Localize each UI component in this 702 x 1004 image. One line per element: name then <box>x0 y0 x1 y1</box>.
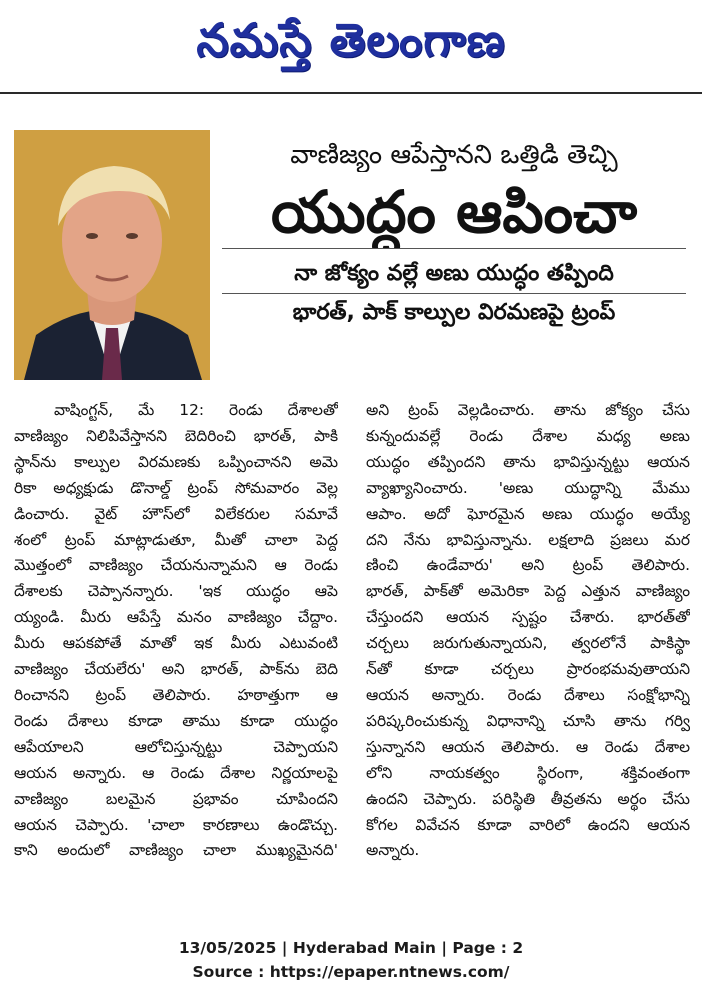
body-column-2 <box>366 398 690 904</box>
body-line: ఉందని చెప్పారు. పరిస్థితి తీవ్రతను అర్థం చేసు <box>366 789 690 808</box>
body-line: చేస్తుందని ఆయన స్పష్టం చేశారు. భారత్‌తో <box>366 608 690 627</box>
body-line: కున్నందువల్లే రెండు దేశాల మధ్య అణు <box>366 426 690 445</box>
body-line: య్యండి. మీరు ఆపేస్తే మనం వాణిజ్యం చేద్దాం. <box>14 608 338 627</box>
source-link[interactable]: Source : https://epaper.ntnews.com/ <box>192 963 510 981</box>
headline-block <box>222 138 686 332</box>
portrait-illustration <box>14 130 210 380</box>
body-line: దేశాలకు చెప్పానన్నారు. 'ఇక యుద్ధం ఆపె <box>14 582 338 601</box>
body-line: వాషింగ్టన్, మే 12: రెండు దేశాలతో <box>54 401 338 419</box>
body-line: శంలో ట్రంప్ మాట్లాడుతూ, మీతో చాలా పెద్ద <box>14 530 338 549</box>
subhead-2: భారత్, పాక్ కాల్పుల విరమణపై ట్రంప్ <box>292 300 616 325</box>
body-line: దని నేను భావిస్తున్నాను. లక్షలాది ప్రజలు మర <box>366 530 690 549</box>
headline: యుద్ధం ఆపించా <box>270 178 638 246</box>
body-line: స్థాన్‌ను కాల్పుల విరమణకు ఒప్పించానని అమె <box>14 452 338 471</box>
body-line: అన్నారు. <box>366 841 420 860</box>
body-line: న్‌తో కూడా చర్చలు ప్రారంభమవుతాయని <box>366 660 690 679</box>
body-line: భారత్, పాక్‌తో అమెరికా పెద్ద ఎత్తున వాణిజ్యం <box>366 582 690 601</box>
body-line: రెండు దేశాలు కూడా తాము కూడా యుద్ధం <box>14 711 338 730</box>
body-line: పరిష్కరించుకున్న విధానాన్ని చూసి తాను గర్వి <box>366 711 690 730</box>
news-article <box>14 130 690 910</box>
body-line: అని ట్రంప్ వెల్లడించారు. తాను జోక్యం చేసు <box>366 401 690 419</box>
body-line: మీరు ఆపకపోతే మాతో ఇక మీరు ఎటువంటి <box>14 634 338 653</box>
headline-divider <box>222 248 686 249</box>
portrait-photo <box>14 130 210 380</box>
body-line: చర్చలు జరుగుతున్నాయని, త్వరలోనే పాకిస్థా <box>366 634 690 653</box>
body-line: రికా అధ్యక్షుడు డొనాల్డ్ ట్రంప్ సోమవారం వెల్ల <box>14 478 338 497</box>
body-line: వ్యాఖ్యానించారు. 'అణు యుద్ధాన్ని మేము <box>366 478 690 497</box>
body-line: ఆయన అన్నారు. రెండు దేశాలు సంక్షోభాన్ని <box>366 685 690 704</box>
body-line: మొత్తంలో వాణిజ్యం చేయనున్నామని ఆ రెండు <box>14 556 338 575</box>
body-line: డించారు. వైట్ హౌస్‌లో విలేకరుల సమావే <box>14 504 338 523</box>
body-line: రించానని ట్రంప్ తెలిపారు. హఠాత్తుగా ఆ <box>14 685 338 704</box>
body-line: వాణిజ్యం చేయలేరు' అని భారత్, పాక్‌ను బెది <box>14 660 338 679</box>
subhead-1: నా జోక్యం వల్లే అణు యుద్ధం తప్పింది <box>294 261 614 286</box>
body-line: ఆపాం. అదో ఘోరమైన అణు యుద్ధం అయ్యే <box>366 504 690 523</box>
body-line: కోగల వివేచన కూడా వారిలో ఉందని ఆయన <box>366 815 690 834</box>
body-line: లోని నాయకత్వం స్థిరంగా, శక్తివంతంగా <box>366 763 690 782</box>
body-line: కాని అందులో వాణిజ్యం చాలా ముఖ్యమైనది' <box>14 841 338 860</box>
edition-line: 13/05/2025 | Hyderabad Main | Page : 2 <box>178 939 524 957</box>
body-column-1 <box>14 398 338 904</box>
page-footer <box>0 936 702 984</box>
body-line: ఆయన చెప్పారు. 'చాలా కారణాలు ఉండొచ్చు. <box>14 815 338 834</box>
article-body <box>14 398 690 904</box>
body-line: స్తున్నానని ఆయన తెలిపారు. ఆ రెండు దేశాల <box>366 737 690 756</box>
masthead-title: నమస్తే తెలంగాణ <box>196 13 506 67</box>
kicker: వాణిజ్యం ఆపేస్తానని ఒత్తిడి తెచ్చి <box>290 140 618 170</box>
body-line: ణించి ఉండేవారు' అని ట్రంప్ తెలిపారు. <box>366 556 690 575</box>
masthead <box>0 0 702 92</box>
body-line: వాణిజ్యం నిలిపివేస్తానని బెదిరించి భారత్, పాకి <box>14 426 338 445</box>
body-line: ఆపేయాలని ఆలోచిస్తున్నట్టు చెప్పాయని <box>14 737 338 756</box>
masthead-divider <box>0 92 702 94</box>
body-line: యుద్ధం తప్పిందని తాను భావిస్తున్నట్టు ఆయన <box>366 452 690 471</box>
body-line: ఆయన అన్నారు. ఆ రెండు దేశాల నిర్ణయాలపై <box>14 763 338 782</box>
body-line: వాణిజ్యం బలమైన ప్రభావం చూపిందని <box>14 789 338 808</box>
